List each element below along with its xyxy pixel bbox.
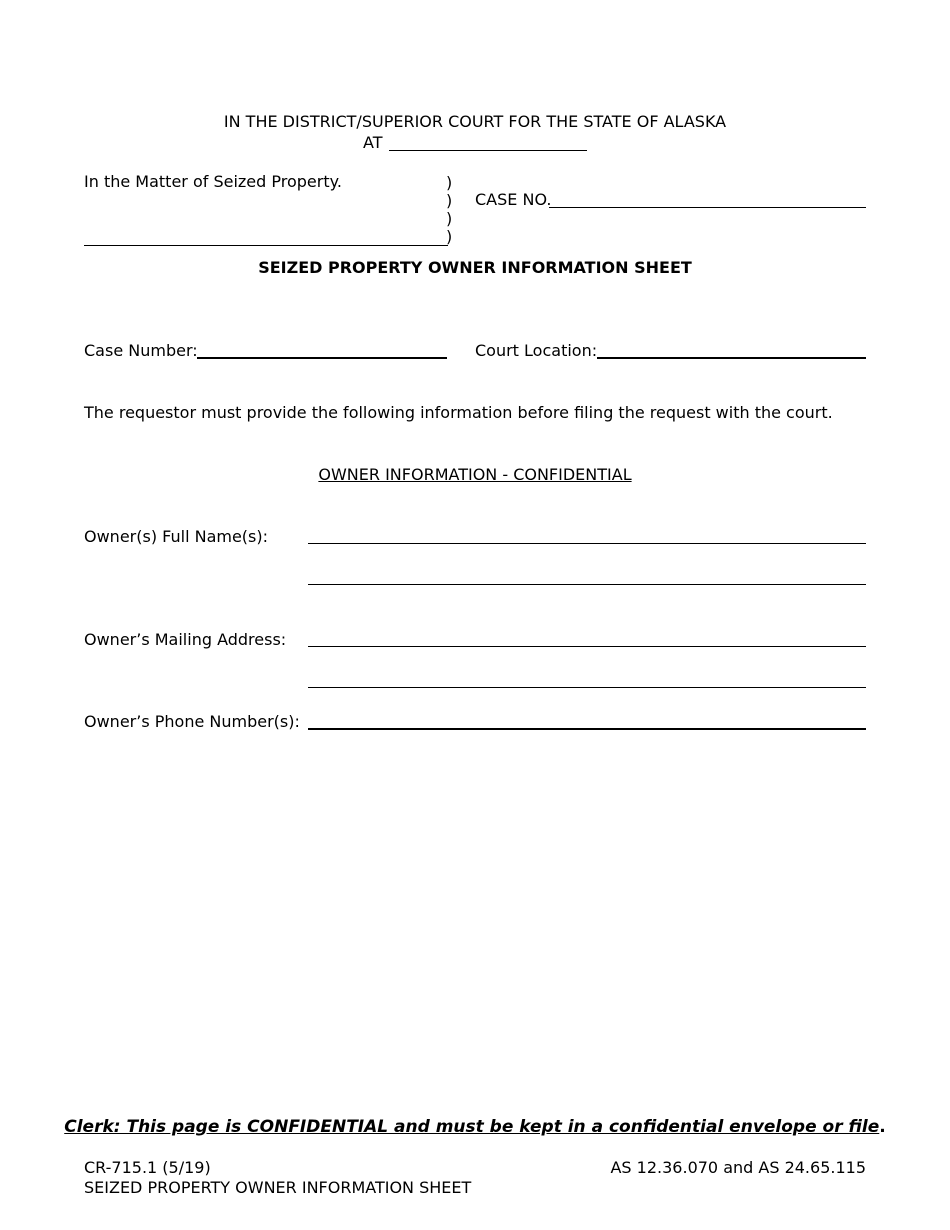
mailing-address-label: Owner’s Mailing Address: xyxy=(84,630,287,649)
case-number-field[interactable] xyxy=(197,357,447,359)
owner-name-line-2[interactable] xyxy=(308,584,866,585)
section-title: OWNER INFORMATION - CONFIDENTIAL xyxy=(318,465,632,484)
clerk-notice-text: Clerk: This page is CONFIDENTIAL and must be kept in a confidential envelope or file xyxy=(64,1117,880,1137)
mailing-address-line-1[interactable] xyxy=(308,646,866,647)
owner-name-line-1[interactable] xyxy=(308,543,866,544)
matter-text: In the Matter of Seized Property. xyxy=(84,172,342,191)
at-label: AT xyxy=(363,133,383,152)
form-name-footer: SEIZED PROPERTY OWNER INFORMATION SHEET xyxy=(84,1178,472,1197)
court-location-label: Court Location: xyxy=(475,341,598,360)
phone-label: Owner’s Phone Number(s): xyxy=(84,712,300,731)
clerk-notice xyxy=(0,1117,950,1137)
clerk-notice-period: . xyxy=(879,1117,886,1137)
caption-paren: ) xyxy=(446,173,453,192)
court-location-field[interactable] xyxy=(597,357,866,359)
instruction-text: The requestor must provide the following information before filing the request with the court. xyxy=(84,403,833,422)
form-title: SEIZED PROPERTY OWNER INFORMATION SHEET xyxy=(258,258,692,277)
location-blank[interactable] xyxy=(389,150,587,151)
mailing-address-line-2[interactable] xyxy=(308,687,866,688)
matter-blank[interactable] xyxy=(84,245,448,246)
case-no-label: CASE NO. xyxy=(475,190,552,209)
case-number-label: Case Number: xyxy=(84,341,198,360)
owner-name-label: Owner(s) Full Name(s): xyxy=(84,527,269,546)
form-id: CR-715.1 (5/19) xyxy=(84,1158,211,1177)
case-no-blank[interactable] xyxy=(549,207,866,208)
court-title: IN THE DISTRICT/SUPERIOR COURT FOR THE STATE OF ALASKA xyxy=(223,112,727,131)
caption-paren: ) xyxy=(446,191,453,210)
statute-reference: AS 12.36.070 and AS 24.65.115 xyxy=(610,1158,866,1177)
caption-paren: ) xyxy=(446,209,453,228)
caption-paren: ) xyxy=(446,227,453,246)
phone-line[interactable] xyxy=(308,728,866,730)
